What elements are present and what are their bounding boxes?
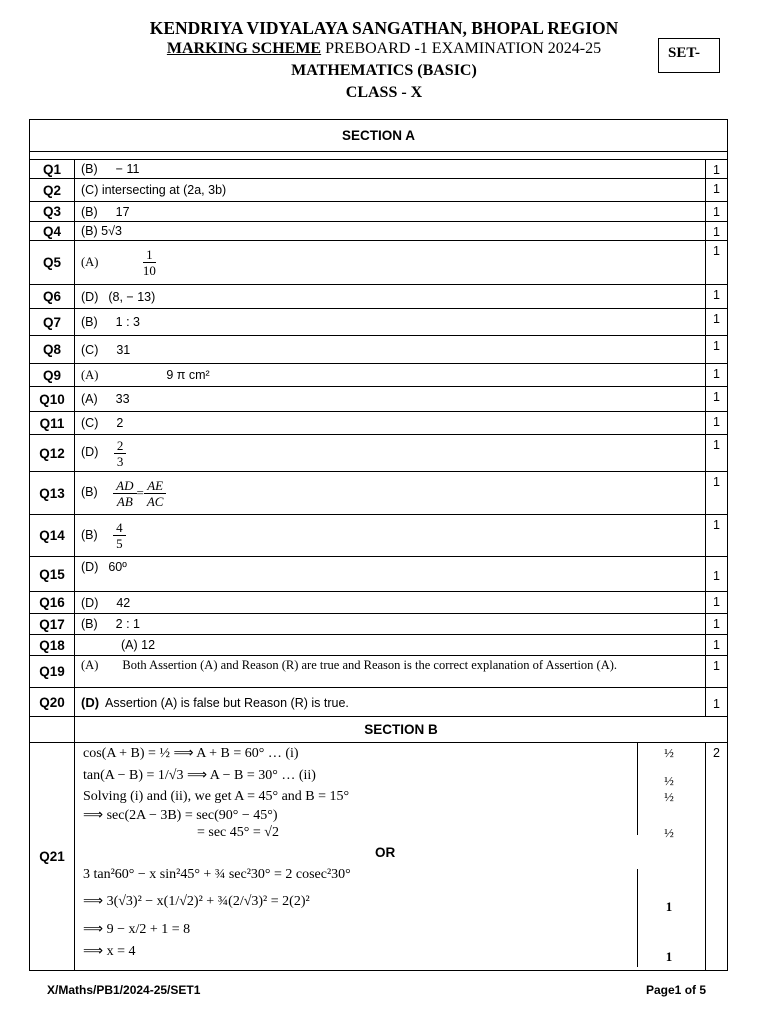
marking-scheme-label: MARKING SCHEME bbox=[166, 40, 322, 57]
table-row: Q18 (A) 12 1 bbox=[30, 635, 728, 656]
section-b-heading: SECTION B bbox=[75, 717, 728, 743]
table-row: Q9 (A) 9 π cm² 1 bbox=[30, 364, 728, 387]
marks-divider bbox=[637, 869, 638, 967]
step-mark: ½ bbox=[664, 789, 674, 804]
table-row: Q11 (C) 2 1 bbox=[30, 412, 728, 435]
footer-code: X/Maths/PB1/2024-25/SET1 bbox=[47, 983, 201, 997]
table-row: Q8 (C) 31 1 bbox=[30, 336, 728, 364]
set-box: SET- bbox=[658, 38, 720, 73]
fraction: $\frac{4}{5}$ bbox=[113, 520, 126, 551]
table-row: Q1 (B) − 11 1 bbox=[30, 160, 728, 179]
q21-total-mark: 2 bbox=[706, 743, 728, 971]
fraction: $\frac{AE}{AC}$ bbox=[144, 478, 167, 509]
table-row: Q19 (A) Both Assertion (A) and Reason (R) are true and Reason is the correct explanation of Assertion (A). 1 bbox=[30, 656, 728, 688]
section-a-heading: SECTION A bbox=[30, 120, 728, 152]
step-mark: ½ bbox=[664, 825, 674, 840]
step-mark: ½ bbox=[664, 745, 674, 760]
fraction: $\frac{1}{10}$ bbox=[142, 247, 156, 278]
step-mark: 1 bbox=[665, 899, 673, 914]
step-mark: 1 bbox=[665, 949, 673, 964]
marking-scheme-table bbox=[29, 119, 728, 971]
table-row: Q5 (A) $\frac{1}{10}$ 1 bbox=[30, 241, 728, 285]
page-number: Page1 of 5 bbox=[646, 983, 707, 997]
table-row: Q10 (A) 33 1 bbox=[30, 387, 728, 412]
table-row: Q14 (B) $\frac{4}{5}$ 1 bbox=[30, 515, 728, 557]
fraction: $\frac{2}{3}$ bbox=[114, 438, 127, 469]
table-row: Q13 (B) $\frac{AD}{AB}$ = $\frac{AE}{AC}$ 1 bbox=[30, 472, 728, 515]
or-label: OR bbox=[375, 845, 396, 860]
table-row: Q4 (B) 5√3 1 bbox=[30, 222, 728, 241]
marks-divider bbox=[637, 743, 638, 835]
table-row: Q12 (D) $\frac{2}{3}$ 1 bbox=[30, 435, 728, 472]
step-mark: ½ bbox=[664, 773, 674, 788]
table-row: Q7 (B) 1 : 3 1 bbox=[30, 309, 728, 336]
school-name: KENDRIYA VIDYALAYA SANGATHAN, BHOPAL REGION bbox=[149, 18, 619, 38]
q21-solution: cos(A + B) = ½ ⟹ A + B = 60° … (i) tan(A − B) = 1/√3 ⟹ A − B = 30° … (ii) Solving (i) and (ii), we get A = 45° and B = 15° ⟹ sec(2A − 3B) = sec(90° − 45°) = sec 45° = √2 OR 3 tan²60° − x sin²45° + ¾ sec²30° = 2 cosec²30° ⟹ 3(√3)² − x(1/√2)² + ¾(2/√3)² = 2(2)² ⟹ 9 − x/2 + 1 = 8 ⟹ x = 4 ½ ½ ½ ½ 1 1 bbox=[75, 743, 705, 967]
document-title bbox=[0, 39, 768, 59]
table-row: Q16 (D) 42 1 bbox=[30, 592, 728, 614]
table-row: Q21 cos(A + B) = ½ ⟹ A + B = 60° … (i) tan(A − B) = 1/√3 ⟹ A − B = 30° … (ii) Solving (i) and (ii), we get A = 45° and B = 15° ⟹ sec(2A − 3B) = sec(90° − 45°) = sec 45° = √2 OR 3 tan²60° − x sin²45° + ¾ sec²30° = 2 cosec²30° ⟹ 3(√3)² − x(1/√2)² + ¾(2/√3)² = 2(2)² ⟹ 9 − x/2 + 1 = 8 ⟹ x = 4 ½ ½ ½ ½ 1 1 2 bbox=[30, 743, 728, 971]
exam-name: PREBOARD -1 EXAMINATION 2024-25 bbox=[321, 40, 602, 57]
table-row: Q20 (D) Assertion (A) is false but Reason (R) is true. 1 bbox=[30, 688, 728, 717]
subject-title: MATHEMATICS (BASIC) bbox=[291, 62, 477, 79]
table-row: Q6 (D) (8, − 13) 1 bbox=[30, 285, 728, 309]
fraction: $\frac{AD}{AB}$ bbox=[113, 478, 136, 509]
class-title: CLASS - X bbox=[345, 84, 423, 101]
table-row: Q17 (B) 2 : 1 1 bbox=[30, 614, 728, 635]
table-row: Q3 (B) 17 1 bbox=[30, 202, 728, 222]
table-row: Q15 (D) 60º 1 bbox=[30, 557, 728, 592]
table-row: Q2 (C) intersecting at (2a, 3b) 1 bbox=[30, 179, 728, 202]
